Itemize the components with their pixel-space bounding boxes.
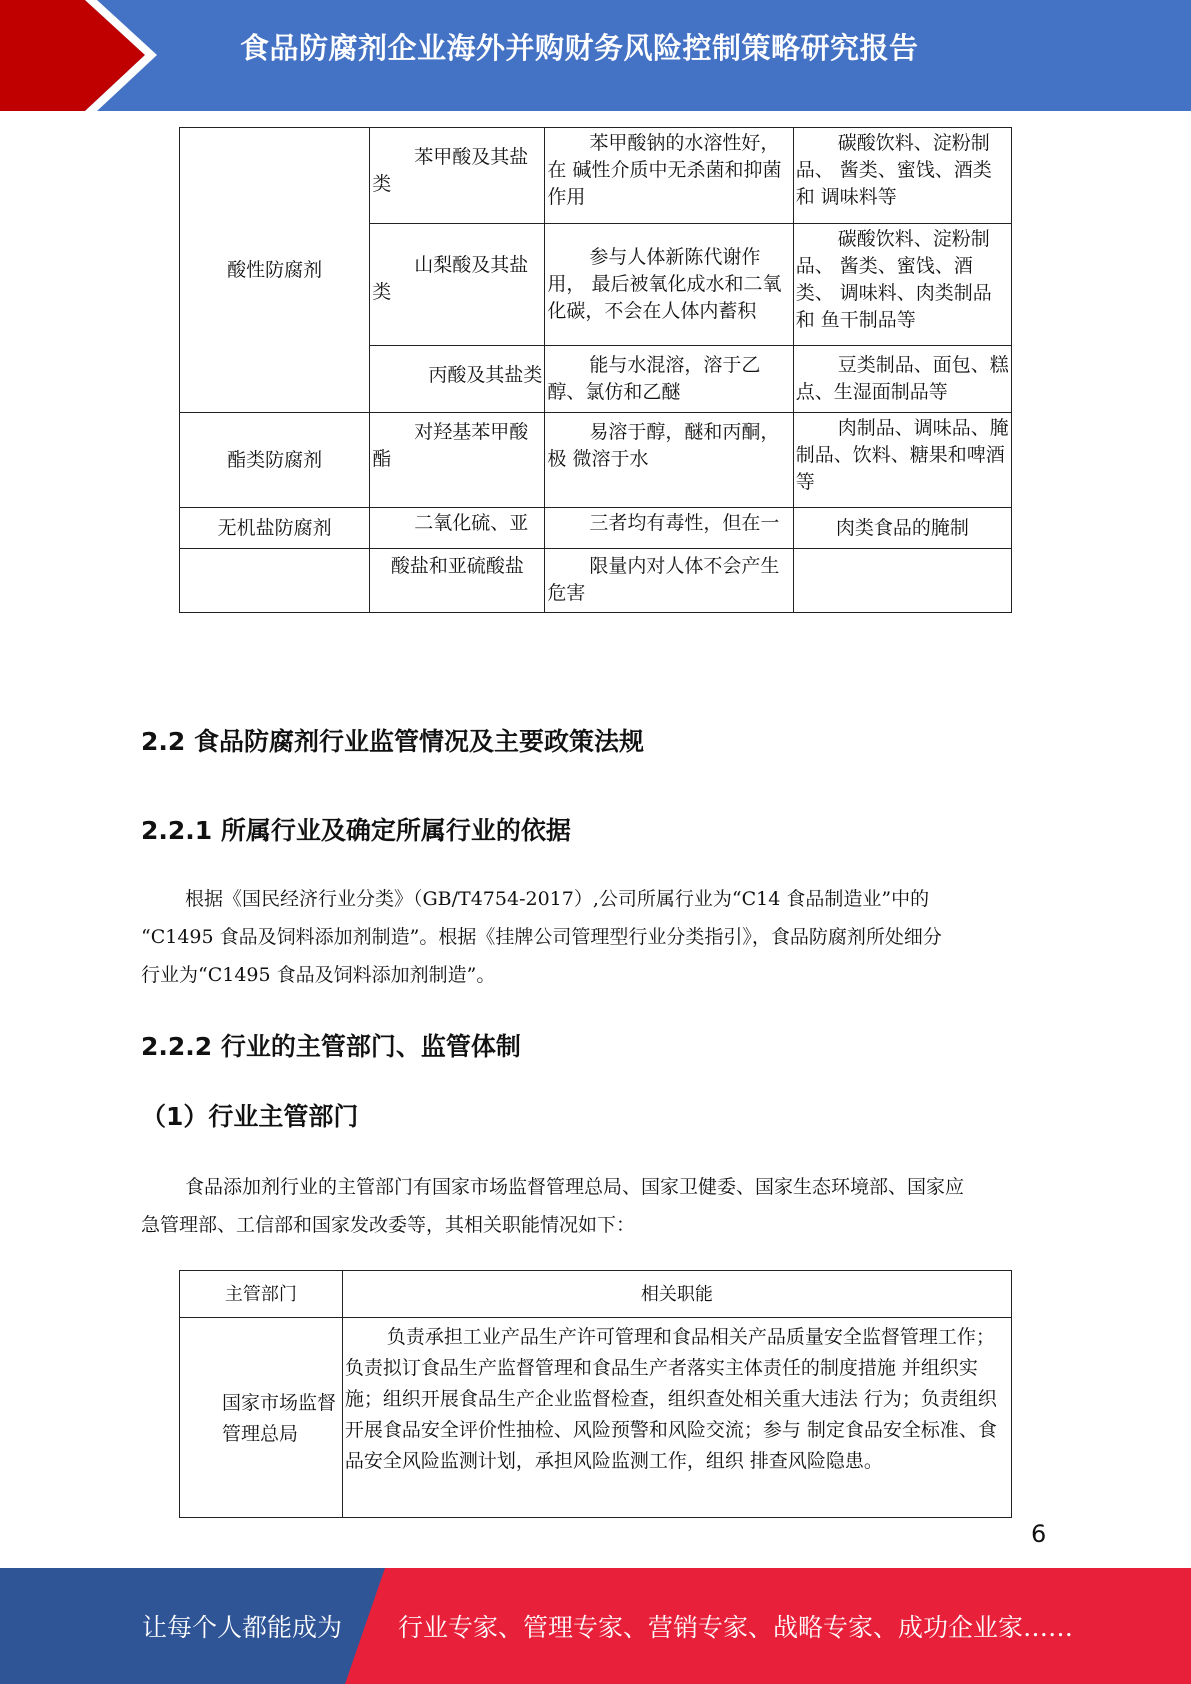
page-footer (0, 1568, 1191, 1684)
usage-cell: 碳酸饮料、淀粉制品、 酱类、蜜饯、酒类、 调味料、肉类制品和 鱼干制品等 (793, 224, 1011, 346)
name-cell: 酸盐和亚硫酸盐 (370, 549, 545, 613)
name-cell: 对羟基苯甲酸酯 (370, 413, 545, 508)
category-cell: 无机盐防腐剂 (180, 508, 370, 549)
subsection-heading: （1）行业主管部门 (141, 1102, 359, 1131)
usage-cell: 肉类食品的腌制 (793, 508, 1011, 549)
section-heading-2-2: 2.2 食品防腐剂行业监管情况及主要政策法规 (141, 727, 644, 756)
page-header (0, 0, 1191, 111)
authorities-paragraph: 食品添加剂行业的主管部门有国家市场监督管理总局、国家卫健委、国家生态环境部、国家应 急管理部、工信部和国家发改委等，其相关职能情况如下： (141, 1176, 965, 1236)
property-cell: 易溶于醇，醚和丙酮，极 微溶于水 (545, 413, 793, 508)
table-row (180, 128, 1012, 224)
section-heading-2-2-2: 2.2.2 行业的主管部门、监管体制 (141, 1032, 521, 1061)
usage-cell: 碳酸饮料、淀粉制品、 酱类、蜜饯、酒类和 调味料等 (793, 128, 1011, 224)
category-cell: 酯类防腐剂 (180, 413, 370, 508)
category-cell: 酸性防腐剂 (180, 128, 370, 413)
preservative-table (179, 127, 1012, 613)
table-row (180, 1318, 1012, 1518)
column-header-dept: 主管部门 (180, 1271, 343, 1318)
dept-cell: 国家市场监督管理总局 (180, 1318, 343, 1518)
authority-table (179, 1270, 1012, 1518)
usage-cell: 豆类制品、面包、糕 点、生湿面制品等 (793, 346, 1011, 413)
usage-cell: 肉制品、调味品、腌 制品、饮料、糖果和啤酒等 (793, 413, 1011, 508)
report-title: 食品防腐剂企业海外并购财务风险控制策略研究报告 (240, 31, 919, 65)
page-number: 6 (1031, 1520, 1047, 1548)
table-row (180, 508, 1012, 549)
name-cell: 苯甲酸及其盐类 (370, 128, 545, 224)
footer-slogan-left: 让每个人都能成为 (142, 1613, 343, 1642)
name-cell: 山梨酸及其盐类 (370, 224, 545, 346)
industry-classification-paragraph: 根据《国民经济行业分类》（GB/T4754-2017）,公司所属行业为“C14 食品制造业”中的 “C1495 食品及饲料添加剂制造”。根据《挂牌公司管理型行业分类指引》，食品防腐剂所处细分 行业为“C1495 食品及饲料添加剂制造”。 (141, 888, 942, 986)
table-row (180, 413, 1012, 508)
func-cell: 负责承担工业产品生产许可管理和食品相关产品质量安全监督管理工作；负责拟订食品生产监督管理和食品生产者落实主体责任的制度措施 并组织实施；组织开展食品生产企业监督检查，组织查处相关重大违法 行为；负责组织开展食品安全评价性抽检、风险预警和风险交流；参与 制定食品安全标准、食品安全风险监测计划，承担风险监测工作，组织 排查风险隐患。 (342, 1318, 1011, 1518)
empty-cell (180, 549, 370, 613)
property-cell: 三者均有毒性，但在一 (545, 508, 793, 549)
name-cell: 丙酸及其盐类 (370, 346, 545, 413)
property-cell: 参与人体新陈代谢作用， 最后被氧化成水和二氧 化碳，不会在人体内蓄积 (545, 224, 793, 346)
footer-slogan-right: 行业专家、管理专家、营销专家、战略专家、成功企业家…… (398, 1613, 1074, 1642)
property-cell: 限量内对人体不会产生危害 (545, 549, 793, 613)
table-row (180, 549, 1012, 613)
table-header-row (180, 1271, 1012, 1318)
column-header-func: 相关职能 (342, 1271, 1011, 1318)
property-cell: 苯甲酸钠的水溶性好，在 碱性介质中无杀菌和抑菌作用 (545, 128, 793, 224)
empty-cell (793, 549, 1011, 613)
property-cell: 能与水混溶，溶于乙醇、氯仿和乙醚 (545, 346, 793, 413)
name-cell: 二氧化硫、亚 (370, 508, 545, 549)
section-heading-2-2-1: 2.2.1 所属行业及确定所属行业的依据 (141, 816, 571, 845)
